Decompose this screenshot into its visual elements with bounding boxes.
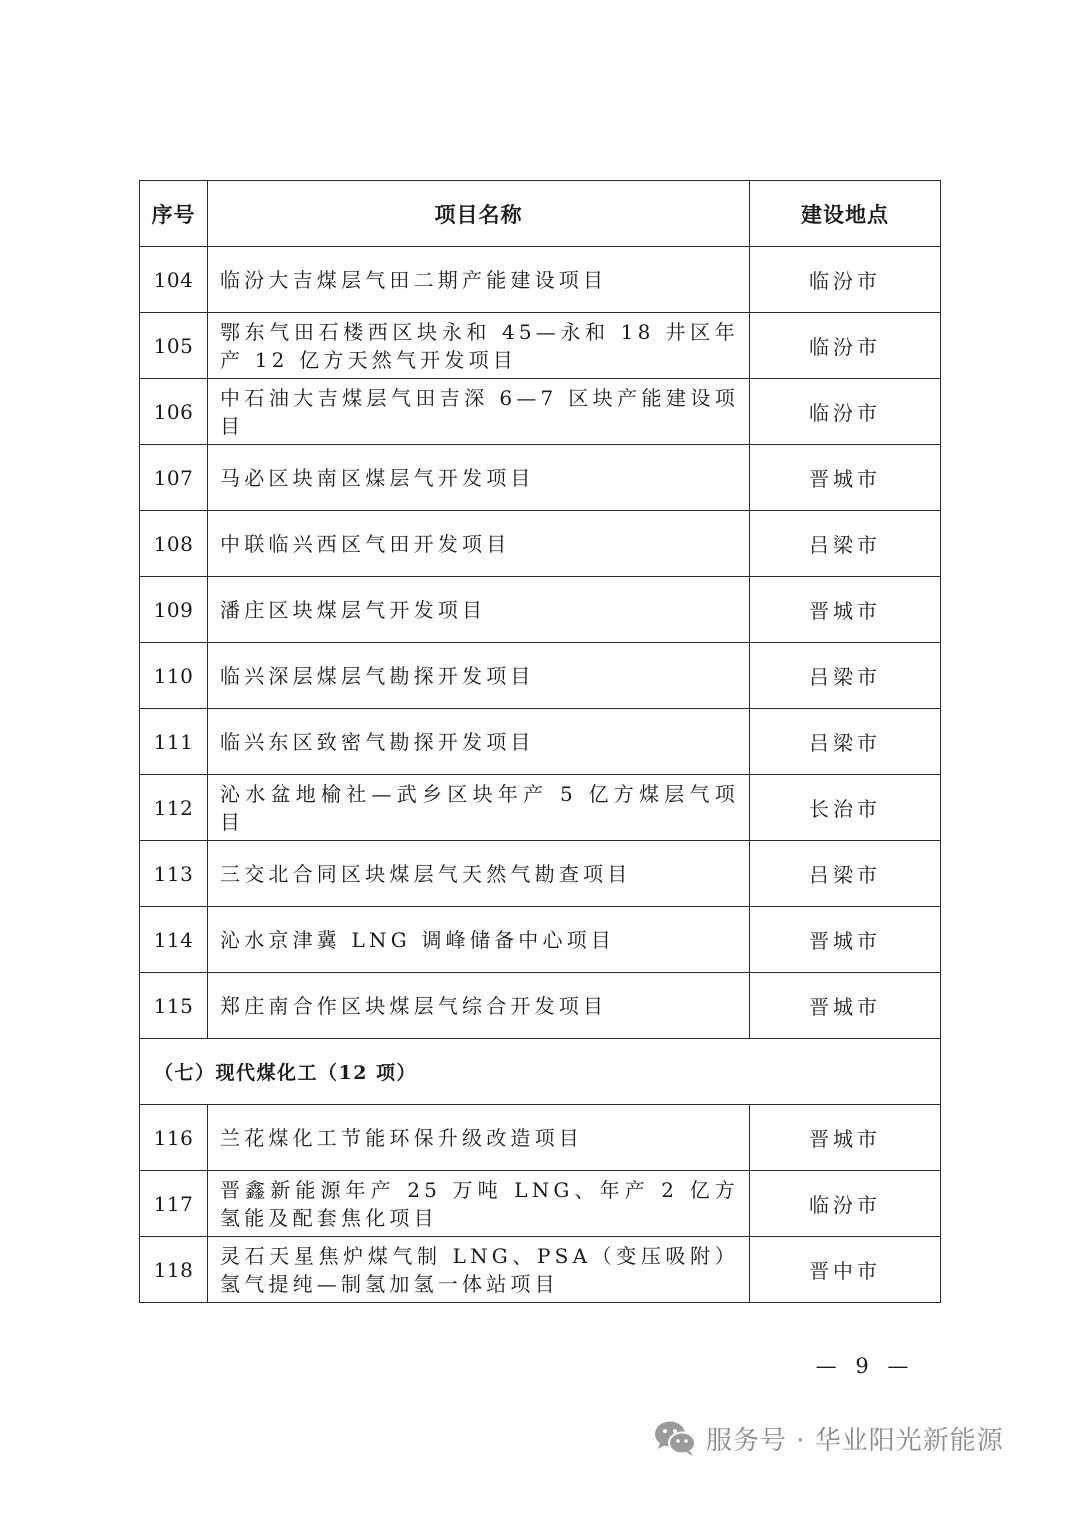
row-location: 临汾市 — [750, 1171, 941, 1237]
row-location: 吕梁市 — [750, 709, 941, 775]
row-location: 吕梁市 — [750, 511, 941, 577]
row-location: 吕梁市 — [750, 841, 941, 907]
row-name: 沁水京津冀 LNG 调峰储备中心项目 — [208, 907, 750, 973]
row-location: 晋城市 — [750, 445, 941, 511]
table-row — [140, 1237, 941, 1303]
row-name: 中联临兴西区气田开发项目 — [208, 511, 750, 577]
row-name: 晋鑫新能源年产 25 万吨 LNG、年产 2 亿方氢能及配套焦化项目 — [208, 1171, 750, 1237]
table-row — [140, 511, 941, 577]
row-no: 115 — [140, 973, 208, 1039]
wechat-icon — [652, 1418, 698, 1458]
row-no: 112 — [140, 775, 208, 841]
header-no: 序号 — [140, 181, 208, 247]
table-header-row — [140, 181, 941, 247]
row-name: 兰花煤化工节能环保升级改造项目 — [208, 1105, 750, 1171]
table-row — [140, 379, 941, 445]
row-name: 临兴东区致密气勘探开发项目 — [208, 709, 750, 775]
header-location: 建设地点 — [750, 181, 941, 247]
section-title: （七）现代煤化工（12 项） — [140, 1039, 941, 1105]
row-no: 109 — [140, 577, 208, 643]
table-row — [140, 1105, 941, 1171]
row-name: 沁水盆地榆社—武乡区块年产 5 亿方煤层气项目 — [208, 775, 750, 841]
row-location: 长治市 — [750, 775, 941, 841]
row-name: 灵石天星焦炉煤气制 LNG、PSA（变压吸附）氢气提纯—制氢加氢一体站项目 — [208, 1237, 750, 1303]
table-row — [140, 907, 941, 973]
row-no: 116 — [140, 1105, 208, 1171]
table-row — [140, 445, 941, 511]
row-location: 吕梁市 — [750, 643, 941, 709]
row-name: 鄂东气田石楼西区块永和 45—永和 18 井区年产 12 亿方天然气开发项目 — [208, 313, 750, 379]
row-location: 晋城市 — [750, 973, 941, 1039]
table-row — [140, 643, 941, 709]
table-row — [140, 1171, 941, 1237]
watermark-text: 服务号 · 华业阳光新能源 — [706, 1425, 1004, 1456]
row-no: 114 — [140, 907, 208, 973]
row-name: 临汾大吉煤层气田二期产能建设项目 — [208, 247, 750, 313]
row-location: 晋中市 — [750, 1237, 941, 1303]
table-row — [140, 247, 941, 313]
row-location: 临汾市 — [750, 247, 941, 313]
table-row — [140, 709, 941, 775]
row-location: 临汾市 — [750, 379, 941, 445]
table-row — [140, 841, 941, 907]
table-row — [140, 313, 941, 379]
row-name: 郑庄南合作区块煤层气综合开发项目 — [208, 973, 750, 1039]
row-location: 晋城市 — [750, 907, 941, 973]
row-no: 113 — [140, 841, 208, 907]
row-name: 马必区块南区煤层气开发项目 — [208, 445, 750, 511]
header-name: 项目名称 — [208, 181, 750, 247]
row-no: 111 — [140, 709, 208, 775]
row-location: 晋城市 — [750, 577, 941, 643]
row-no: 107 — [140, 445, 208, 511]
row-no: 106 — [140, 379, 208, 445]
table-row — [140, 973, 941, 1039]
row-name: 临兴深层煤层气勘探开发项目 — [208, 643, 750, 709]
row-no: 117 — [140, 1171, 208, 1237]
page-number: — 9 — — [815, 1354, 915, 1378]
table-row — [140, 775, 941, 841]
row-location: 临汾市 — [750, 313, 941, 379]
row-location: 晋城市 — [750, 1105, 941, 1171]
row-no: 105 — [140, 313, 208, 379]
row-name: 潘庄区块煤层气开发项目 — [208, 577, 750, 643]
table-row — [140, 577, 941, 643]
row-no: 108 — [140, 511, 208, 577]
watermark — [652, 1418, 1004, 1458]
project-table — [139, 180, 941, 1303]
row-no: 110 — [140, 643, 208, 709]
section-row — [140, 1039, 941, 1105]
row-name: 中石油大吉煤层气田吉深 6—7 区块产能建设项目 — [208, 379, 750, 445]
row-no: 118 — [140, 1237, 208, 1303]
row-name: 三交北合同区块煤层气天然气勘查项目 — [208, 841, 750, 907]
row-no: 104 — [140, 247, 208, 313]
